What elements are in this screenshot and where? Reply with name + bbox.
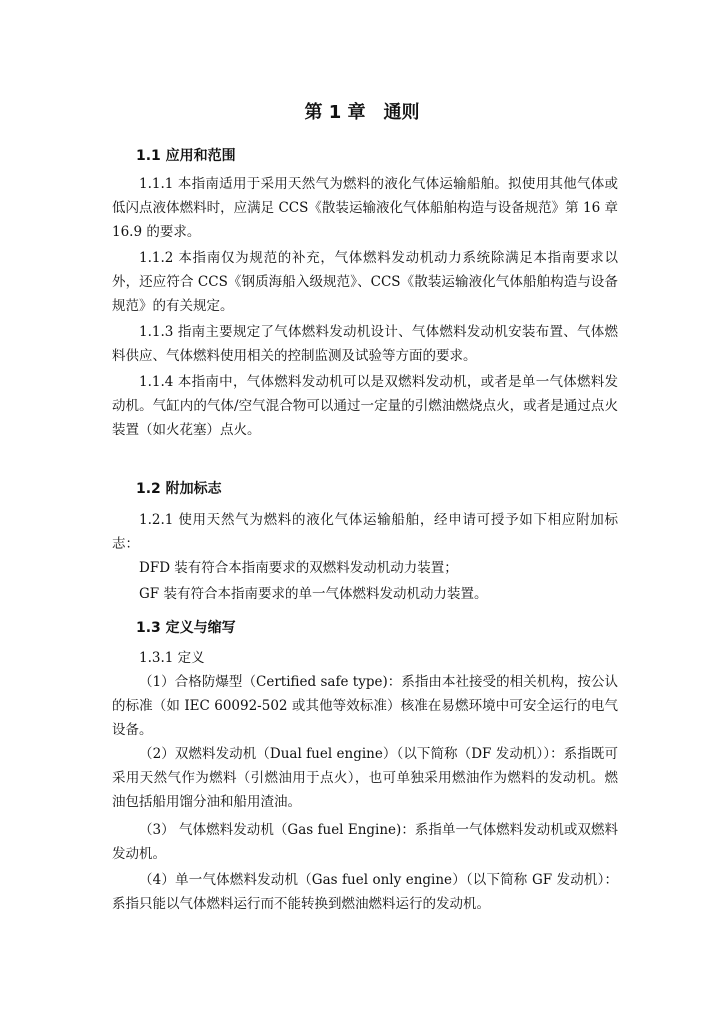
- paragraph-1-1-1: 1.1.1 本指南适用于采用天然气为燃料的液化气体运输船舶。拟使用其他气体或低闪点液体燃料时，应满足 CCS《散装运输液化气体船舶构造与设备规范》第 16 章 16.9 的要求。: [112, 176, 618, 241]
- definition-3: （3） 气体燃料发动机（Gas fuel Engine)：系指单一气体燃料发动机或双燃料发动机。: [112, 822, 618, 863]
- section-heading-1-1: 1.1 应用和范围: [136, 148, 236, 164]
- definition-2: （2）双燃料发动机（Dual fuel engine）（以下简称（DF 发动机））：系指既可采用天然气作为燃料（引燃油用于点火），也可单独采用燃油作为燃料的发动机。燃油包括船用馏分油和船用渣油。: [112, 746, 618, 811]
- paragraph-1-1-4: 1.1.4 本指南中，气体燃料发动机可以是双燃料发动机，或者是单一气体燃料发动机。气缸内的气体/空气混合物可以通过一定量的引燃油燃烧点火，或者是通过点火装置（如火花塞）点火。: [112, 374, 618, 439]
- paragraph-1-1-2: 1.1.2 本指南仅为规范的补充，气体燃料发动机动力系统除满足本指南要求以外，还应符合 CCS《钢质海船入级规范》、CCS《散装运输液化气体船舶构造与设备规范》的有关规定。: [112, 250, 618, 315]
- subheading-1-3-1: 1.3.1 定义: [139, 650, 205, 666]
- section-heading-1-3: 1.3 定义与缩写: [136, 620, 236, 636]
- paragraph-1-2-1: 1.2.1 使用天然气为燃料的液化气体运输船舶，经申请可授予如下相应附加标志：: [112, 512, 618, 553]
- notation-dfd-line: DFD 装有符合本指南要求的双燃料发动机动力装置；: [139, 560, 458, 576]
- paragraph-1-1-3: 1.1.3 指南主要规定了气体燃料发动机设计、气体燃料发动机安装布置、气体燃料供应、气体燃料使用相关的控制监测及试验等方面的要求。: [112, 324, 618, 365]
- notation-gf-line: GF 装有符合本指南要求的单一气体燃料发动机动力装置。: [139, 586, 488, 602]
- definition-1: （1）合格防爆型（Certified safe type)：系指由本社接受的相关机构，按公认的标准（如 IEC 60092-502 或其他等效标准）核准在易燃环境中可安全运行的电气设备。: [112, 674, 618, 739]
- definition-4: （4）单一气体燃料发动机（Gas fuel only engine）（以下简称 GF 发动机）：系指只能以气体燃料运行而不能转换到燃油燃料运行的发动机。: [112, 872, 618, 913]
- section-heading-1-2: 1.2 附加标志: [136, 481, 222, 497]
- chapter-title: 第 1 章 通则: [304, 102, 420, 123]
